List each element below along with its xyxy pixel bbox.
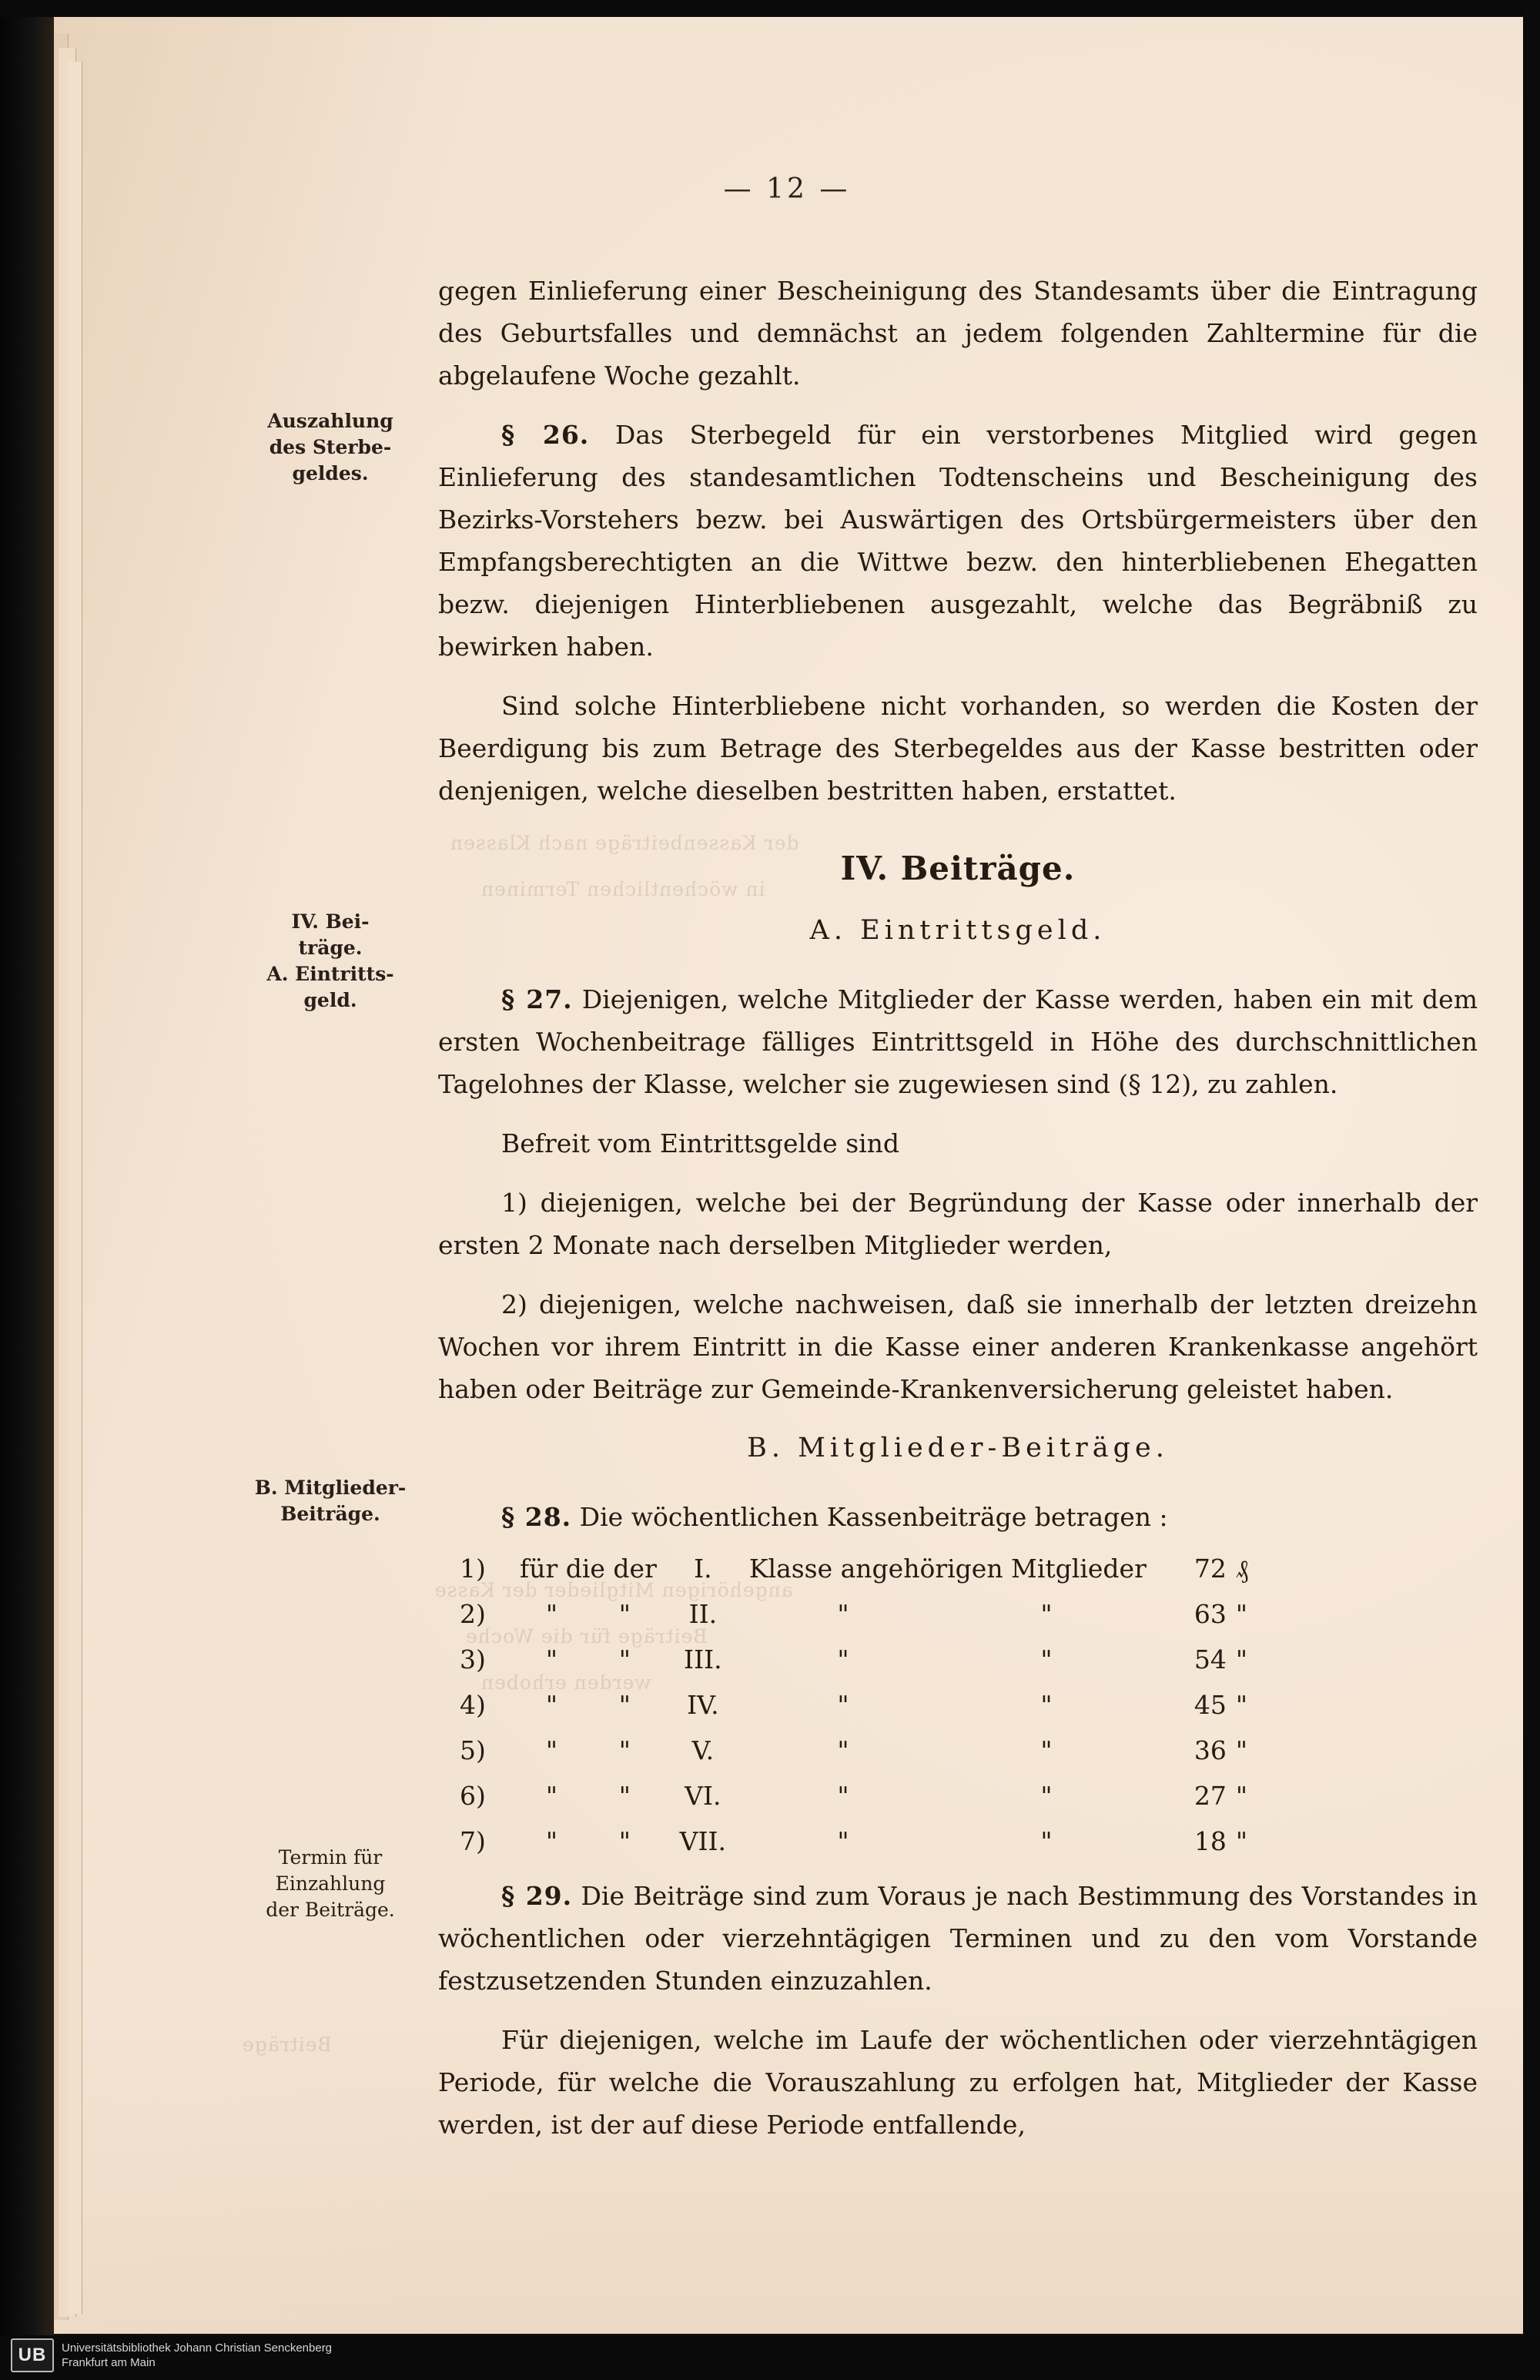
ditto-mark: " [618, 1826, 631, 1856]
paragraph-26b: Sind solche Hinterbliebene nicht vorhanden, so werden die Kosten der Beerdigung bis zum Betrage des Sterbegeldes aus der Kasse bestritten oder denjenigen, welche dieselben bestritten haben, erstattet. [438, 691, 1478, 806]
ditto-mark: " [837, 1644, 849, 1674]
row-unit: " [1235, 1826, 1248, 1856]
row-amount: 27 [1194, 1781, 1227, 1811]
heading-sub-b: B. Mitglieder-Beiträge. [747, 1433, 1169, 1463]
library-stamp [11, 2338, 332, 2372]
row-number: 7) [460, 1826, 486, 1856]
heading-sub-a: A. Eintrittsgeld. [809, 915, 1106, 946]
margin-note-line: träge. [298, 937, 363, 959]
margin-note-line: IV. Bei- [291, 910, 370, 933]
library-name-line2: Frankfurt am Main [62, 2356, 156, 2369]
paragraph-29-text: Die Beiträge sind zum Voraus je nach Bestimmung des Vorstandes in wöchentlichen oder vierzehntägigen Terminen und zu den vom Vorstande festzusetzenden Stunden einzuzahlen. [438, 1881, 1478, 1996]
ub-logo-icon: UB [11, 2338, 54, 2372]
paper-sheet [49, 15, 1525, 2334]
ditto-mark: " [545, 1644, 558, 1674]
row-class: II. [688, 1599, 718, 1629]
row-amount: 45 [1194, 1690, 1227, 1720]
scan-background-right [1523, 0, 1540, 2380]
table-row [455, 1819, 1279, 1864]
ditto-mark: " [1040, 1826, 1053, 1856]
row-number: 1) [460, 1554, 486, 1584]
table-row [455, 1637, 1279, 1682]
paragraph-29 [438, 1875, 1478, 2002]
show-through-text: in wöchentlichen Terminen [480, 878, 765, 900]
show-through-text: angehörigen Mitglieder der Kasse [434, 1579, 793, 1601]
row-unit: " [1235, 1644, 1248, 1674]
row-number: 6) [460, 1781, 486, 1811]
paragraph-29b: Für diejenigen, welche im Laufe der wöchentlichen oder vierzehntägigen Periode, für welche die Vorauszahlung zu erfolgen hat, Mitglieder der Kasse werden, ist der auf diese Periode entfallende, [438, 2025, 1478, 2140]
ditto-mark: " [545, 1690, 558, 1720]
rate-table [455, 1546, 1279, 1864]
ditto-mark: " [618, 1690, 631, 1720]
ditto-mark: " [837, 1781, 849, 1811]
book-gutter-shadow [0, 0, 54, 2380]
table-row [455, 1728, 1279, 1773]
row-label: für die der [520, 1554, 657, 1584]
row-unit: " [1235, 1599, 1248, 1629]
list-item-1: 1) diejenigen, welche bei der Begründung der Kasse oder innerhalb der ersten 2 Monate nach derselben Mitglieder werden, [438, 1188, 1478, 1260]
margin-note-mitglieder [242, 1475, 419, 1527]
row-number: 3) [460, 1644, 486, 1674]
margin-note-line: Auszahlung [267, 410, 393, 432]
row-number: 5) [460, 1735, 486, 1765]
ditto-mark: " [1040, 1781, 1053, 1811]
paragraph-28 [438, 1496, 1478, 1538]
margin-note-line: geld. [303, 989, 357, 1011]
row-amount: 36 [1194, 1735, 1227, 1765]
ditto-mark: " [618, 1644, 631, 1674]
section-marker-29: § 29. [501, 1881, 573, 1911]
row-class: I. [694, 1554, 712, 1584]
margin-note-line: B. Mitglieder- [254, 1477, 407, 1499]
row-amount: 18 [1194, 1826, 1227, 1856]
page-number: — 12 — [723, 173, 851, 205]
ditto-mark: " [1040, 1735, 1053, 1765]
paragraph-27 [438, 978, 1478, 1105]
row-amount: 63 [1194, 1599, 1227, 1629]
show-through-text: Beiträge [242, 2033, 332, 2056]
row-class: VII. [679, 1826, 727, 1856]
row-class: VI. [685, 1781, 721, 1811]
ditto-mark: " [837, 1690, 849, 1720]
ditto-mark: " [837, 1599, 849, 1629]
page-content [49, 15, 1525, 2334]
ditto-mark: " [1040, 1644, 1053, 1674]
ditto-mark: " [1040, 1599, 1053, 1629]
ditto-mark: " [837, 1826, 849, 1856]
section-marker-28: § 28. [501, 1502, 572, 1532]
row-class: III. [684, 1644, 722, 1674]
table-row [455, 1546, 1279, 1591]
margin-note-beitraege [242, 909, 419, 1014]
page-edge-stack [68, 62, 82, 2314]
margin-note-line: der Beiträge. [266, 1899, 395, 1921]
margin-note-line: Beiträge. [280, 1503, 380, 1525]
ditto-mark: " [837, 1735, 849, 1765]
section-marker-27: § 27. [501, 984, 573, 1014]
paragraph-continued: gegen Einlieferung einer Bescheinigung des Standesamts über die Eintragung des Geburtsfalles und demnächst an jedem folgenden Zahltermine für die abgelaufene Woche gezahlt. [438, 276, 1478, 391]
library-name-line1: Universitätsbibliothek Johann Christian Senckenberg [62, 2341, 333, 2355]
ditto-mark: " [545, 1826, 558, 1856]
ditto-mark: " [1040, 1690, 1053, 1720]
row-unit: " [1235, 1690, 1248, 1720]
paragraph-26 [438, 414, 1478, 668]
paragraph-28-text: Die wöchentlichen Kassenbeiträge betragen : [579, 1502, 1168, 1532]
margin-note-line: des Sterbe- [269, 436, 392, 458]
main-text-column [438, 270, 1478, 2163]
margin-note-line: geldes. [292, 462, 369, 484]
table-row [455, 1682, 1279, 1728]
paragraph-26-text: Das Sterbegeld für ein verstorbenes Mitglied wird gegen Einlieferung des standesamtlichen Todtenscheins und Bescheinigung des Bezirks-Vorstehers bezw. bei Auswärtigen des Ortsbürgermeisters über den Empfangsberechtigten an die Wittwe bezw. den hinterbliebenen Ehegatten bezw. diejenigen Hinterbliebenen ausgezahlt, welche das Begräbniß zu bewirken haben. [438, 420, 1478, 662]
section-marker-26: § 26. [501, 420, 590, 450]
table-row [455, 1773, 1279, 1819]
show-through-text: werden erhoben [480, 1671, 651, 1694]
paragraph-27b: Befreit vom Eintrittsgelde sind [501, 1128, 900, 1158]
row-unit: " [1235, 1781, 1248, 1811]
row-unit: " [1235, 1735, 1248, 1765]
row-amount: 54 [1194, 1644, 1227, 1674]
ditto-mark: " [545, 1735, 558, 1765]
paragraph-27-text: Diejenigen, welche Mitglieder der Kasse werden, haben ein mit dem ersten Wochenbeitrage fälliges Eintrittsgeld in Höhe des durchschnittlichen Tagelohnes der Klasse, welcher sie zugewiesen sind (§ 12), zu zahlen. [438, 984, 1478, 1099]
show-through-text: der Kassenbeiträge nach Klassen [450, 832, 799, 854]
margin-note-line: Einzahlung [275, 1872, 386, 1895]
row-amount: 72 [1194, 1554, 1227, 1584]
ditto-mark: " [618, 1735, 631, 1765]
table-row [455, 1591, 1279, 1637]
row-number: 2) [460, 1599, 486, 1629]
ditto-mark: " [545, 1599, 558, 1629]
library-stamp-text [62, 2341, 332, 2370]
row-unit: ₰ [1235, 1554, 1249, 1584]
margin-note-line: A. Eintritts- [266, 963, 394, 985]
ditto-mark: " [618, 1781, 631, 1811]
row-number: 4) [460, 1690, 486, 1720]
row-class: V. [691, 1735, 715, 1765]
scan-background-top [0, 0, 1540, 17]
ditto-mark: " [545, 1781, 558, 1811]
show-through-text: Beiträge für die Woche [465, 1625, 708, 1648]
margin-note-line: Termin für [278, 1846, 383, 1869]
heading-section-iv: IV. Beiträge. [840, 850, 1076, 887]
margin-note-sterbegeld [242, 408, 419, 487]
margin-note-termin [242, 1845, 419, 1923]
ditto-mark: " [618, 1599, 631, 1629]
list-item-2: 2) diejenigen, welche nachweisen, daß sie innerhalb der letzten dreizehn Wochen vor ihrem Eintritt in die Kasse einer anderen Krankenkasse angehört haben oder Beiträge zur Gemeinde-Krankenversicherung geleistet haben. [438, 1289, 1478, 1404]
row-tail: Klasse angehörigen Mitglieder [748, 1554, 1147, 1584]
row-class: IV. [687, 1690, 719, 1720]
